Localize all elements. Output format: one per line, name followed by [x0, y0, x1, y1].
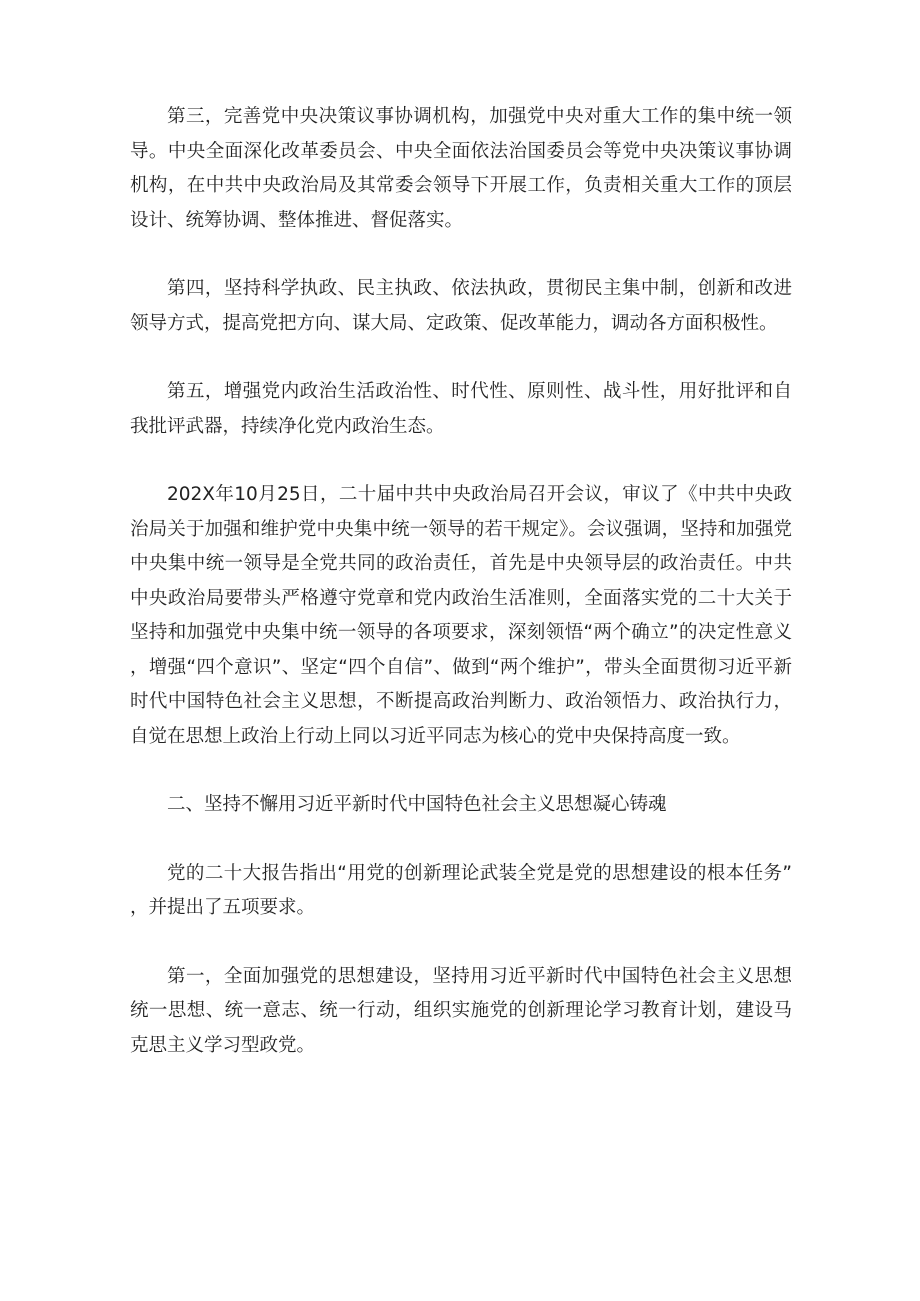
paragraph-third-point: 第三，完善党中央决策议事协调机构，加强党中央对重大工作的集中统一领导。中央全面深化改革委员会、中央全面依法治国委员会等党中央决策议事协调机构，在中共中央政治局及其常委会领导下开展工作，负责相关重大工作的顶层设计、统筹协调、整体推进、督促落实。 [130, 106, 792, 231]
document-body [130, 100, 792, 1063]
paragraph-first-point: 第一，全面加强党的思想建设，坚持用习近平新时代中国特色社会主义思想统一思想、统一意志、统一行动，组织实施党的创新理论学习教育计划，建设马克思主义学习型政党。 [130, 965, 792, 1056]
paragraph-meeting: 202X年10月25日，二十届中共中央政治局召开会议，审议了《中共中央政治局关于加强和维护党中央集中统一领导的若干规定》。会议强调，坚持和加强党中央集中统一领导是全党共同的政治责任，首先是中央领导层的政治责任。中共中央政治局要带头严格遵守党章和党内政治生活准则，全面落实党的二十大关于坚持和加强党中央集中统一领导的各项要求，深刻领悟“两个确立”的决定性意义，增强“四个意识”、坚定“四个自信”、做到“两个维护”，带头全面贯彻习近平新时代中国特色社会主义思想，不断提高政治判断力、政治领悟力、政治执行力，自觉在思想上政治上行动上同以习近平同志为核心的党中央保持高度一致。 [130, 484, 792, 747]
paragraph-fifth-point: 第五，增强党内政治生活政治性、时代性、原则性、战斗性，用好批评和自我批评武器，持续净化党内政治生态。 [130, 381, 792, 437]
paragraph-fourth-point: 第四，坚持科学执政、民主执政、依法执政，贯彻民主集中制，创新和改进领导方式，提高党把方向、谋大局、定政策、促改革能力，调动各方面积极性。 [130, 278, 792, 334]
section-heading: 二、坚持不懈用习近平新时代中国特色社会主义思想凝心铸魂 [167, 794, 667, 815]
paragraph-report: 党的二十大报告指出“用党的创新理论武装全党是党的思想建设的根本任务”，并提出了五项要求。 [130, 862, 792, 918]
